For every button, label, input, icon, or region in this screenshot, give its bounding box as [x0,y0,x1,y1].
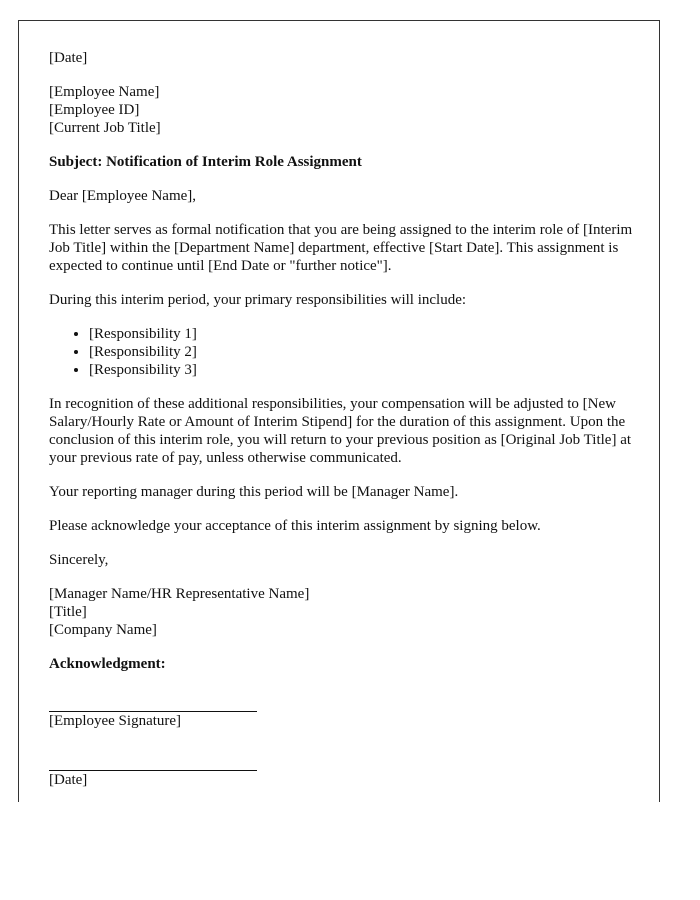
signature-space [49,689,634,711]
signer-title: [Title] [49,604,87,620]
list-item: • [Responsibility 1] [89,325,634,343]
date-space [49,730,634,770]
letter-page [18,20,660,802]
list-item: • [Responsibility 2] [89,343,634,361]
letter-content [49,49,634,789]
employee-id: [Employee ID] [49,102,140,118]
intro-paragraph: This letter serves as formal notification that you are being assigned to the interim role of [Interim Job Title] within the [Department Name] department, effective [Start Date]. This assignment is expected to continue until [End Date or "further notice"]. [49,222,633,274]
closing: Sincerely, [49,552,109,568]
signer-company: [Company Name] [49,622,157,638]
acknowledge-paragraph: Please acknowledge your acceptance of this interim assignment by signing below. [49,518,541,534]
employee-name: [Employee Name] [49,84,160,100]
list-item: • [Responsibility 3] [89,361,634,379]
letter-date: [Date] [49,50,88,66]
responsibilities-intro: During this interim period, your primary responsibilities will include: [49,292,467,308]
date-label: [Date] [49,772,88,788]
signer-block [49,585,634,639]
current-job-title: [Current Job Title] [49,120,161,136]
subject-line: Subject: Notification of Interim Role Assignment [49,154,362,170]
recipient-block [49,83,634,137]
signer-name: [Manager Name/HR Representative Name] [49,586,310,602]
acknowledgment-heading: Acknowledgment: [49,656,166,672]
compensation-paragraph: In recognition of these additional responsibilities, your compensation will be adjusted to [New Salary/Hourly Rate or Amount of Interim Stipend] for the duration of this assignment. Upon the conclusion of this interim role, you will return to your previous position as [Original Job Title] at your previous rate of pay, unless otherwise communicated. [49,396,632,466]
manager-paragraph: Your reporting manager during this period will be [Manager Name]. [49,484,459,500]
responsibilities-list [49,325,634,379]
salutation: Dear [Employee Name], [49,188,197,204]
employee-signature-label: [Employee Signature] [49,713,182,729]
